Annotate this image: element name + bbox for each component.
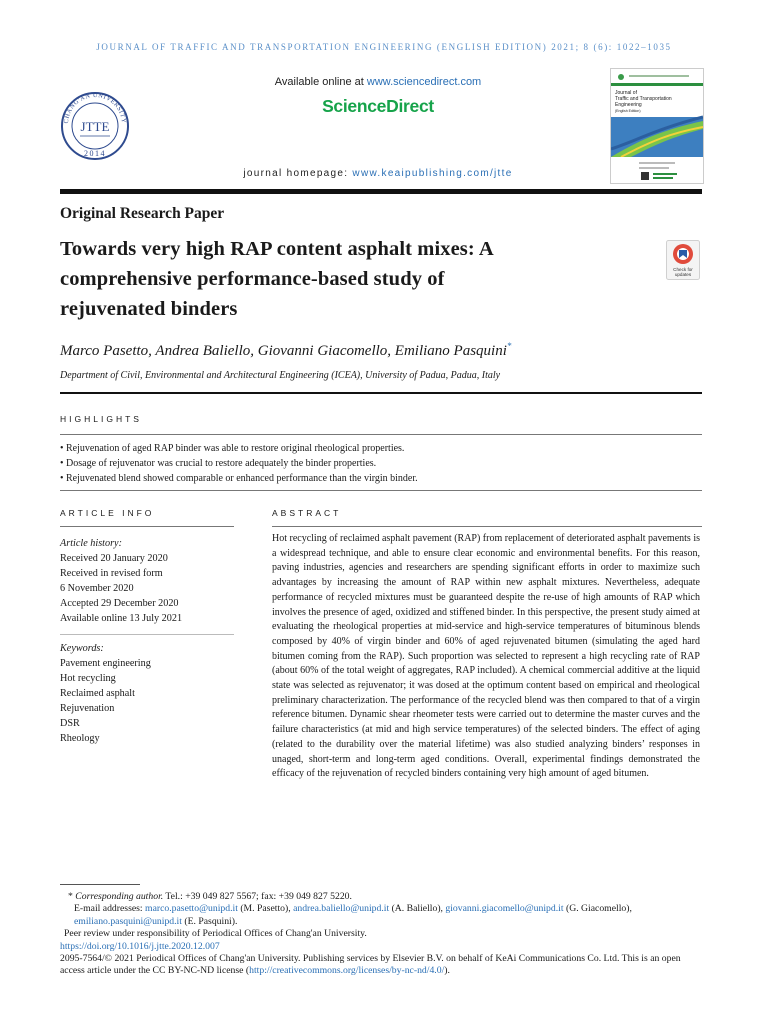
email-owner: (M. Pasetto), <box>237 903 294 915</box>
title-line: comprehensive performance-based study of <box>60 268 445 290</box>
sciencedirect-logo: ScienceDirect <box>322 96 434 116</box>
highlight-text: Dosage of rejuvenator was crucial to restore adequately the binder properties. <box>66 458 377 469</box>
copyright-note <box>60 953 702 978</box>
abstract-rule <box>272 526 702 527</box>
sciencedirect-url-link[interactable]: www.sciencedirect.com <box>366 76 482 88</box>
highlight-item: • Rejuvenation of aged RAP binder was able to restore original rheological properties. <box>60 443 405 454</box>
history-entry: Received 20 January 2020 <box>60 553 168 564</box>
highlight-text: Rejuvenated blend showed comparable or enhanced performance than the virgin binder. <box>66 473 418 484</box>
logo-ring-text: CHANG'AN UNIVERSITY <box>62 91 128 124</box>
available-prefix: Available online at <box>274 76 367 88</box>
email-note <box>60 903 702 928</box>
keyword: DSR <box>60 718 80 729</box>
authors-text: Marco Pasetto, Andrea Baliello, Giovanni Giacomello, Emiliano Pasquini <box>60 343 507 359</box>
article-info-rule <box>60 526 234 527</box>
author-list <box>60 341 511 360</box>
logo-year: 2014 <box>84 149 106 158</box>
copyright-text: 2095-7564/© 2021 Periodical Offices of Chang'an University. Publishing services by Elsevier B.V. on behalf of KeAi Communications Co. Ltd. This is an open access article under the CC BY-NC-ND license ( <box>60 953 681 977</box>
email-link[interactable]: emiliano.pasquini@unipd.it <box>74 915 182 927</box>
peer-review-note: Peer review under responsibility of Periodical Offices of Chang'an University. <box>64 928 367 940</box>
journal-homepage <box>150 168 606 179</box>
journal-homepage-link[interactable]: www.keaipublishing.com/jtte <box>352 168 513 179</box>
history-entry: Accepted 29 December 2020 <box>60 598 179 609</box>
journal-running-header: JOURNAL OF TRAFFIC AND TRANSPORTATION ENGINEERING (ENGLISH EDITION) 2021; 8 (6): 1022–1035 <box>96 42 672 52</box>
cover-edition: (English Edition) <box>615 109 641 113</box>
highlights-list <box>60 441 418 486</box>
keyword: Pavement engineering <box>60 658 151 669</box>
publisher-header <box>150 74 606 179</box>
keyword: Hot recycling <box>60 673 116 684</box>
history-entry: Received in revised form <box>60 568 163 579</box>
check-updates-label: Check for updates <box>673 267 693 277</box>
email-link[interactable]: marco.pasetto@unipd.it <box>145 903 238 915</box>
email-label: E-mail addresses: <box>74 903 146 915</box>
section-rule <box>60 392 702 394</box>
keyword: Reclaimed asphalt <box>60 688 135 699</box>
highlight-item: • Dosage of rejuvenator was crucial to restore adequately the binder properties. <box>60 458 377 469</box>
title-line: Towards very high RAP content asphalt mixes: A <box>60 238 494 260</box>
footnotes <box>60 891 702 978</box>
email-link[interactable]: andrea.baliello@unipd.it <box>293 903 390 915</box>
history-entry: Available online 13 July 2021 <box>60 613 183 624</box>
highlights-rule <box>60 434 702 435</box>
jtte-logo <box>60 74 130 174</box>
highlight-text: Rejuvenation of aged RAP binder was able to restore original rheological properties. <box>66 443 405 454</box>
header-rule <box>60 189 702 194</box>
highlight-item: • Rejuvenated blend showed comparable or enhanced performance than the virgin binder. <box>60 473 418 484</box>
affiliation: Department of Civil, Environmental and Architectural Engineering (ICEA), University of Padua, Padua, Italy <box>60 370 501 381</box>
keywords-label: Keywords: <box>60 643 104 654</box>
available-online <box>150 76 606 88</box>
keyword: Rheology <box>60 733 100 744</box>
license-link[interactable]: http://creativecommons.org/licenses/by-nc-nd/4.0/ <box>249 965 445 977</box>
corresponding-author-mark[interactable]: * <box>506 341 512 351</box>
abstract-heading: ABSTRACT <box>272 508 342 518</box>
email-owner: (E. Pasquini). <box>181 915 238 927</box>
keywords <box>60 641 235 746</box>
logo-center-text: JTTE <box>80 119 110 134</box>
doi-link[interactable]: https://doi.org/10.1016/j.jtte.2020.12.007 <box>60 940 220 952</box>
cover-title: Journal of Traffic and Transportation Engineering <box>615 90 672 108</box>
title-line: rejuvenated binders <box>60 298 238 320</box>
highlights-heading: HIGHLIGHTS <box>60 414 142 424</box>
highlights-bottom-rule <box>60 490 702 491</box>
homepage-prefix: journal homepage: <box>243 168 353 179</box>
journal-cover-image <box>610 68 704 184</box>
history-label: Article history: <box>60 538 122 549</box>
email-link[interactable]: giovanni.giacomello@unipd.it <box>445 903 564 915</box>
corresponding-label: Corresponding author. <box>75 891 164 902</box>
article-info-heading: ARTICLE INFO <box>60 508 155 518</box>
paper-type: Original Research Paper <box>60 205 225 222</box>
article-history <box>60 536 235 626</box>
corresponding-contact: Tel.: +39 049 827 5567; fax: +39 049 827 5220. <box>163 891 352 902</box>
keywords-rule <box>60 634 234 635</box>
corresponding-note: * Corresponding author. Tel.: +39 049 827 5567; fax: +39 049 827 5220. <box>68 891 352 902</box>
paper-title <box>60 234 620 324</box>
abstract-text: Hot recycling of reclaimed asphalt pavement (RAP) from replacement of deteriorated asphalt pavements is a widespread technique, and able to ensure clear economic and environmental benefits. For this reason, paving industries, agencies and researchers are spending significant efforts in order to maximize such advantages by increasing the amount of RAP within new asphalt mixtures. Nevertheless, adequate performance of recycled mixtures must be guaranteed despite the re-use of high amounts of RAP which involves the presence of aged, oxidized and stiffened binder. In this perspective, the present study aimed at evaluating the rheological properties at mid-service and high-service temperatures of bituminous blends composed by 40% of virgin binder and 60% of aged rejuvenated bitumen (simulating the aged hard bitumen coming from the RAP). Such proportion was selected to represent a high recycling rate of RAP (about 60% of the total weight of aggregates, RAP included). A chemical commercial additive at the liquid state was selected as rejuvenator; it was dosed at the optimum content based on empirical and rheological preliminary characterization. The performance of the recycled blend was then compared to that of a virgin reference bitumen. Dynamic shear rheometer tests were carried out to determine the master curves and the failure characteristics (at mid and high service temperatures) of the selected binders. The effect of aging (related to the durability over the material lifetime) was also studied analyzing binders’ responses in unaged, short-term and long-term aged conditions. Overall, experimental findings demonstrated the efficacy of the rejuvenation of recycled binders containing very high amount of aged bitumen. <box>272 533 700 780</box>
keyword: Rejuvenation <box>60 703 115 714</box>
email-owner: (G. Giacomello), <box>563 903 632 915</box>
email-owner: (A. Baliello), <box>389 903 446 915</box>
footnote-rule <box>60 884 140 885</box>
check-for-updates-button[interactable] <box>666 240 700 280</box>
history-entry: 6 November 2020 <box>60 583 134 594</box>
copyright-end: ). <box>444 965 450 977</box>
